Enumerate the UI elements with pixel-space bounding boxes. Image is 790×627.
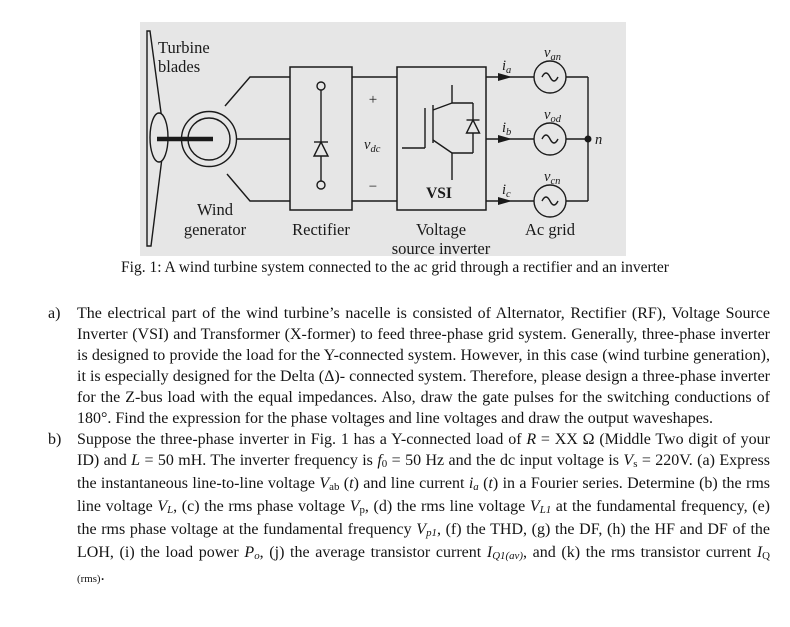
question-b-text: Suppose the three-phase inverter in Fig. 1 has a Y-connected load of R = XX Ω (Middle Two digit of your ID) and L = 50 mH. The inverter frequency is f0 = 50 Hz and the dc input voltage is Vs = 220V. (a) Express the instantaneous line-to-line voltage Vab (t) and line current ia (t) in a Fourier series. Determine (b) the rms line voltage VL, (c) the rms phase voltage Vp, (d) the rms line voltage VL1 at the fundamental frequency, (e) the rms phase voltage at the fundamental frequency Vp1, (f) the THD, (g) the DF, (h) the HF and DF of the LOH, (i) the load power Po, (j) the average transistor current IQ1(av), and (k) the rms transistor current IQ (rms).: [77, 431, 771, 585]
ib-label: ib: [502, 120, 512, 138]
figure-caption: Fig. 1: A wind turbine system connected to the ac grid through a rectifier and an inverter: [121, 259, 669, 276]
dc-minus-sign: −: [368, 179, 378, 195]
voltage-source-inverter-label-line1: Voltage: [415, 220, 467, 239]
questions-section: [48, 303, 770, 588]
question-b-marker: b): [48, 431, 62, 448]
node-n-dot: [585, 136, 592, 143]
vsi-label: VSI: [426, 185, 452, 202]
question-a-text: The electrical part of the wind turbine’s nacelle is consisted of Alternator, Rectifier (RF), Voltage Source Inverter (VSI) and Transformer (X-former) to feed three-phase grid system. Generally, three-phase inverter is designed to provide the load for the Y-connected system. However, in this case (wind turbine generation), it is especially designed for the Delta (Δ)- connected system. Therefore, please design a three-phase inverter for the Z-bus load with the equal impedances. Also, draw the gate pulses for the switching conductions of 180°. Find the expression for the phase voltages and line voltages and draw the output waveshapes.: [77, 305, 770, 427]
vcn-label: vcn: [544, 169, 561, 187]
ac-grid-label: Ac grid: [525, 220, 575, 239]
vod-label: vod: [544, 107, 561, 125]
vdc-label: vdc: [364, 137, 381, 155]
node-n-label: n: [595, 132, 603, 148]
rectifier-box: [290, 67, 352, 210]
wind-generator-label-line1: Wind: [197, 200, 233, 219]
wind-generator-label-line2: generator: [183, 220, 247, 239]
turbine-blades-label-line2: blades: [158, 57, 201, 76]
turbine-blades-label-line1: Turbine: [158, 38, 210, 57]
document-page: [0, 22, 790, 627]
question-b: [48, 429, 770, 588]
voltage-source-inverter-label-line2: source inverter: [391, 239, 491, 256]
question-a: [48, 303, 770, 429]
figure-1: [140, 22, 626, 256]
wind-turbine-system-diagram: [140, 22, 626, 256]
vsi-box: [397, 67, 486, 210]
dc-plus-sign: +: [368, 92, 378, 108]
question-a-marker: a): [48, 305, 61, 322]
ac-sources: [534, 45, 566, 217]
van-label: van: [544, 45, 561, 63]
ic-label: ic: [502, 182, 511, 200]
rectifier-label: Rectifier: [292, 220, 350, 239]
ia-label: ia: [502, 58, 512, 76]
